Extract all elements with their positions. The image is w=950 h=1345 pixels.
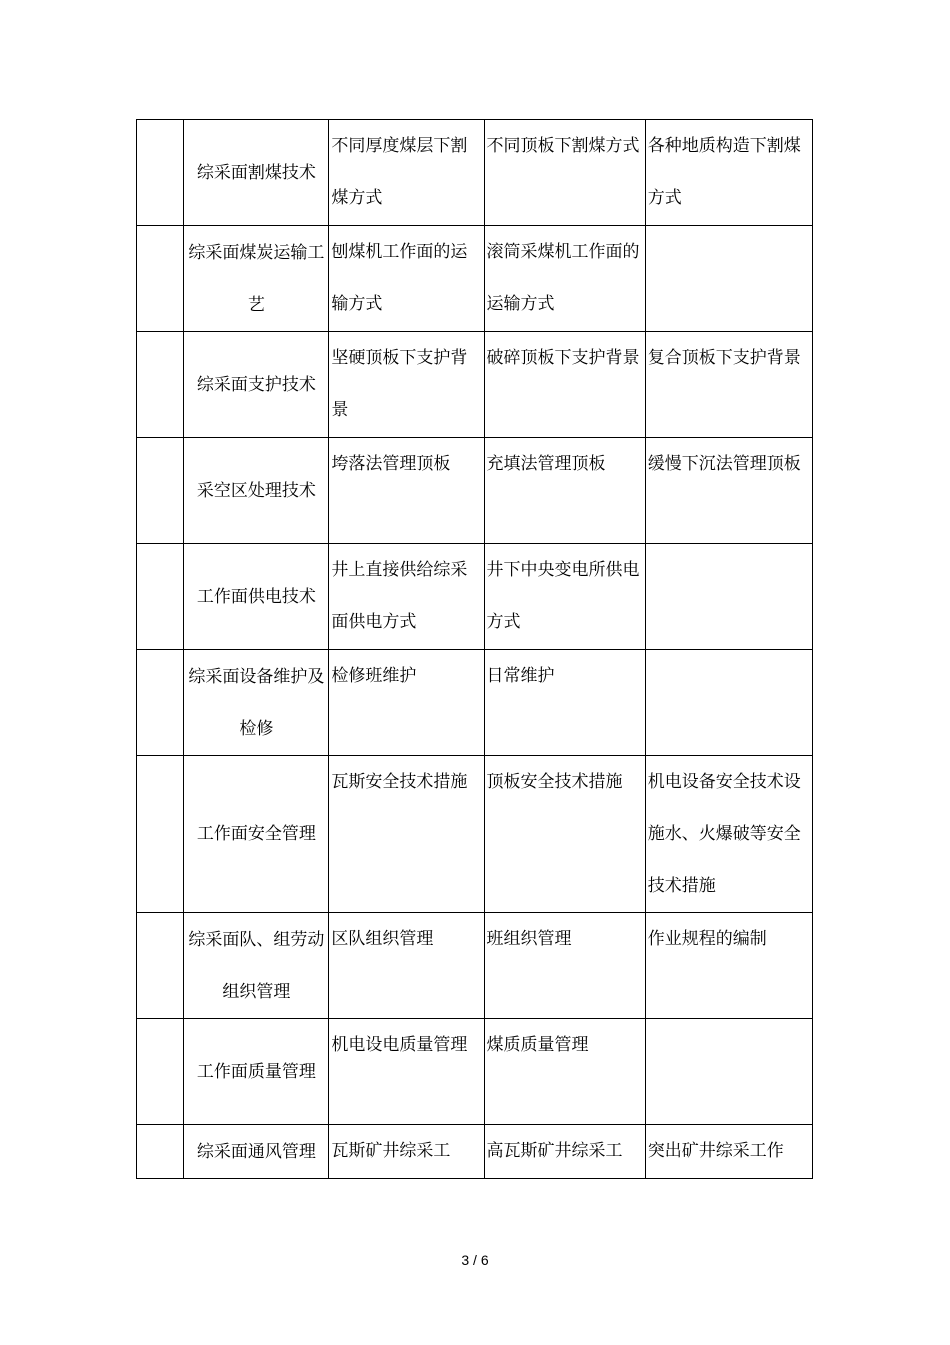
table-row xyxy=(137,332,813,438)
table-row xyxy=(137,756,813,913)
table-row xyxy=(137,120,813,226)
index-cell xyxy=(137,438,184,544)
item-cell-2: 滚筒采煤机工作面的运输方式 xyxy=(484,226,645,332)
item-cell-1: 不同厚度煤层下割煤方式 xyxy=(329,120,484,226)
item-cell-3: 突出矿井综采工作 xyxy=(645,1125,812,1179)
topic-cell: 综采面割煤技术 xyxy=(184,120,329,226)
item-cell-3: 缓慢下沉法管理顶板 xyxy=(645,438,812,544)
topic-cell: 工作面安全管理 xyxy=(184,756,329,913)
index-cell xyxy=(137,756,184,913)
topic-cell: 综采面通风管理 xyxy=(184,1125,329,1179)
topic-cell: 工作面质量管理 xyxy=(184,1019,329,1125)
table-row xyxy=(137,226,813,332)
item-cell-3: 机电设备安全技术设施水、火爆破等安全技术措施 xyxy=(645,756,812,913)
item-cell-3: 各种地质构造下割煤方式 xyxy=(645,120,812,226)
item-cell-1: 井上直接供给综采面供电方式 xyxy=(329,544,484,650)
item-cell-2: 井下中央变电所供电方式 xyxy=(484,544,645,650)
item-cell-1: 区队组织管理 xyxy=(329,913,484,1019)
item-cell-1: 瓦斯安全技术措施 xyxy=(329,756,484,913)
item-cell-3 xyxy=(645,1019,812,1125)
item-cell-2: 不同顶板下割煤方式 xyxy=(484,120,645,226)
item-cell-1: 机电设电质量管理 xyxy=(329,1019,484,1125)
table-row xyxy=(137,913,813,1019)
item-cell-2: 日常维护 xyxy=(484,650,645,756)
item-cell-2: 煤质质量管理 xyxy=(484,1019,645,1125)
table-row xyxy=(137,1019,813,1125)
index-cell xyxy=(137,913,184,1019)
index-cell xyxy=(137,226,184,332)
index-cell xyxy=(137,1125,184,1179)
table-row xyxy=(137,650,813,756)
item-cell-1: 检修班维护 xyxy=(329,650,484,756)
index-cell xyxy=(137,544,184,650)
item-cell-2: 顶板安全技术措施 xyxy=(484,756,645,913)
content-table xyxy=(136,119,813,1179)
index-cell xyxy=(137,332,184,438)
table-row xyxy=(137,1125,813,1179)
topic-cell: 采空区处理技术 xyxy=(184,438,329,544)
topic-cell: 综采面支护技术 xyxy=(184,332,329,438)
table-row xyxy=(137,438,813,544)
item-cell-2: 班组织管理 xyxy=(484,913,645,1019)
topic-cell: 综采面队、组劳动组织管理 xyxy=(184,913,329,1019)
item-cell-1: 坚硬顶板下支护背景 xyxy=(329,332,484,438)
item-cell-3 xyxy=(645,650,812,756)
item-cell-3 xyxy=(645,544,812,650)
topic-cell: 综采面煤炭运输工艺 xyxy=(184,226,329,332)
item-cell-3: 作业规程的编制 xyxy=(645,913,812,1019)
index-cell xyxy=(137,1019,184,1125)
item-cell-1: 瓦斯矿井综采工 xyxy=(329,1125,484,1179)
item-cell-2: 高瓦斯矿井综采工 xyxy=(484,1125,645,1179)
index-cell xyxy=(137,650,184,756)
item-cell-2: 破碎顶板下支护背景 xyxy=(484,332,645,438)
item-cell-2: 充填法管理顶板 xyxy=(484,438,645,544)
item-cell-3: 复合顶板下支护背景 xyxy=(645,332,812,438)
topic-cell: 工作面供电技术 xyxy=(184,544,329,650)
topic-cell: 综采面设备维护及检修 xyxy=(184,650,329,756)
item-cell-1: 刨煤机工作面的运输方式 xyxy=(329,226,484,332)
item-cell-3 xyxy=(645,226,812,332)
page-number: 3 / 6 xyxy=(461,1252,489,1268)
item-cell-1: 垮落法管理顶板 xyxy=(329,438,484,544)
index-cell xyxy=(137,120,184,226)
table-row xyxy=(137,544,813,650)
